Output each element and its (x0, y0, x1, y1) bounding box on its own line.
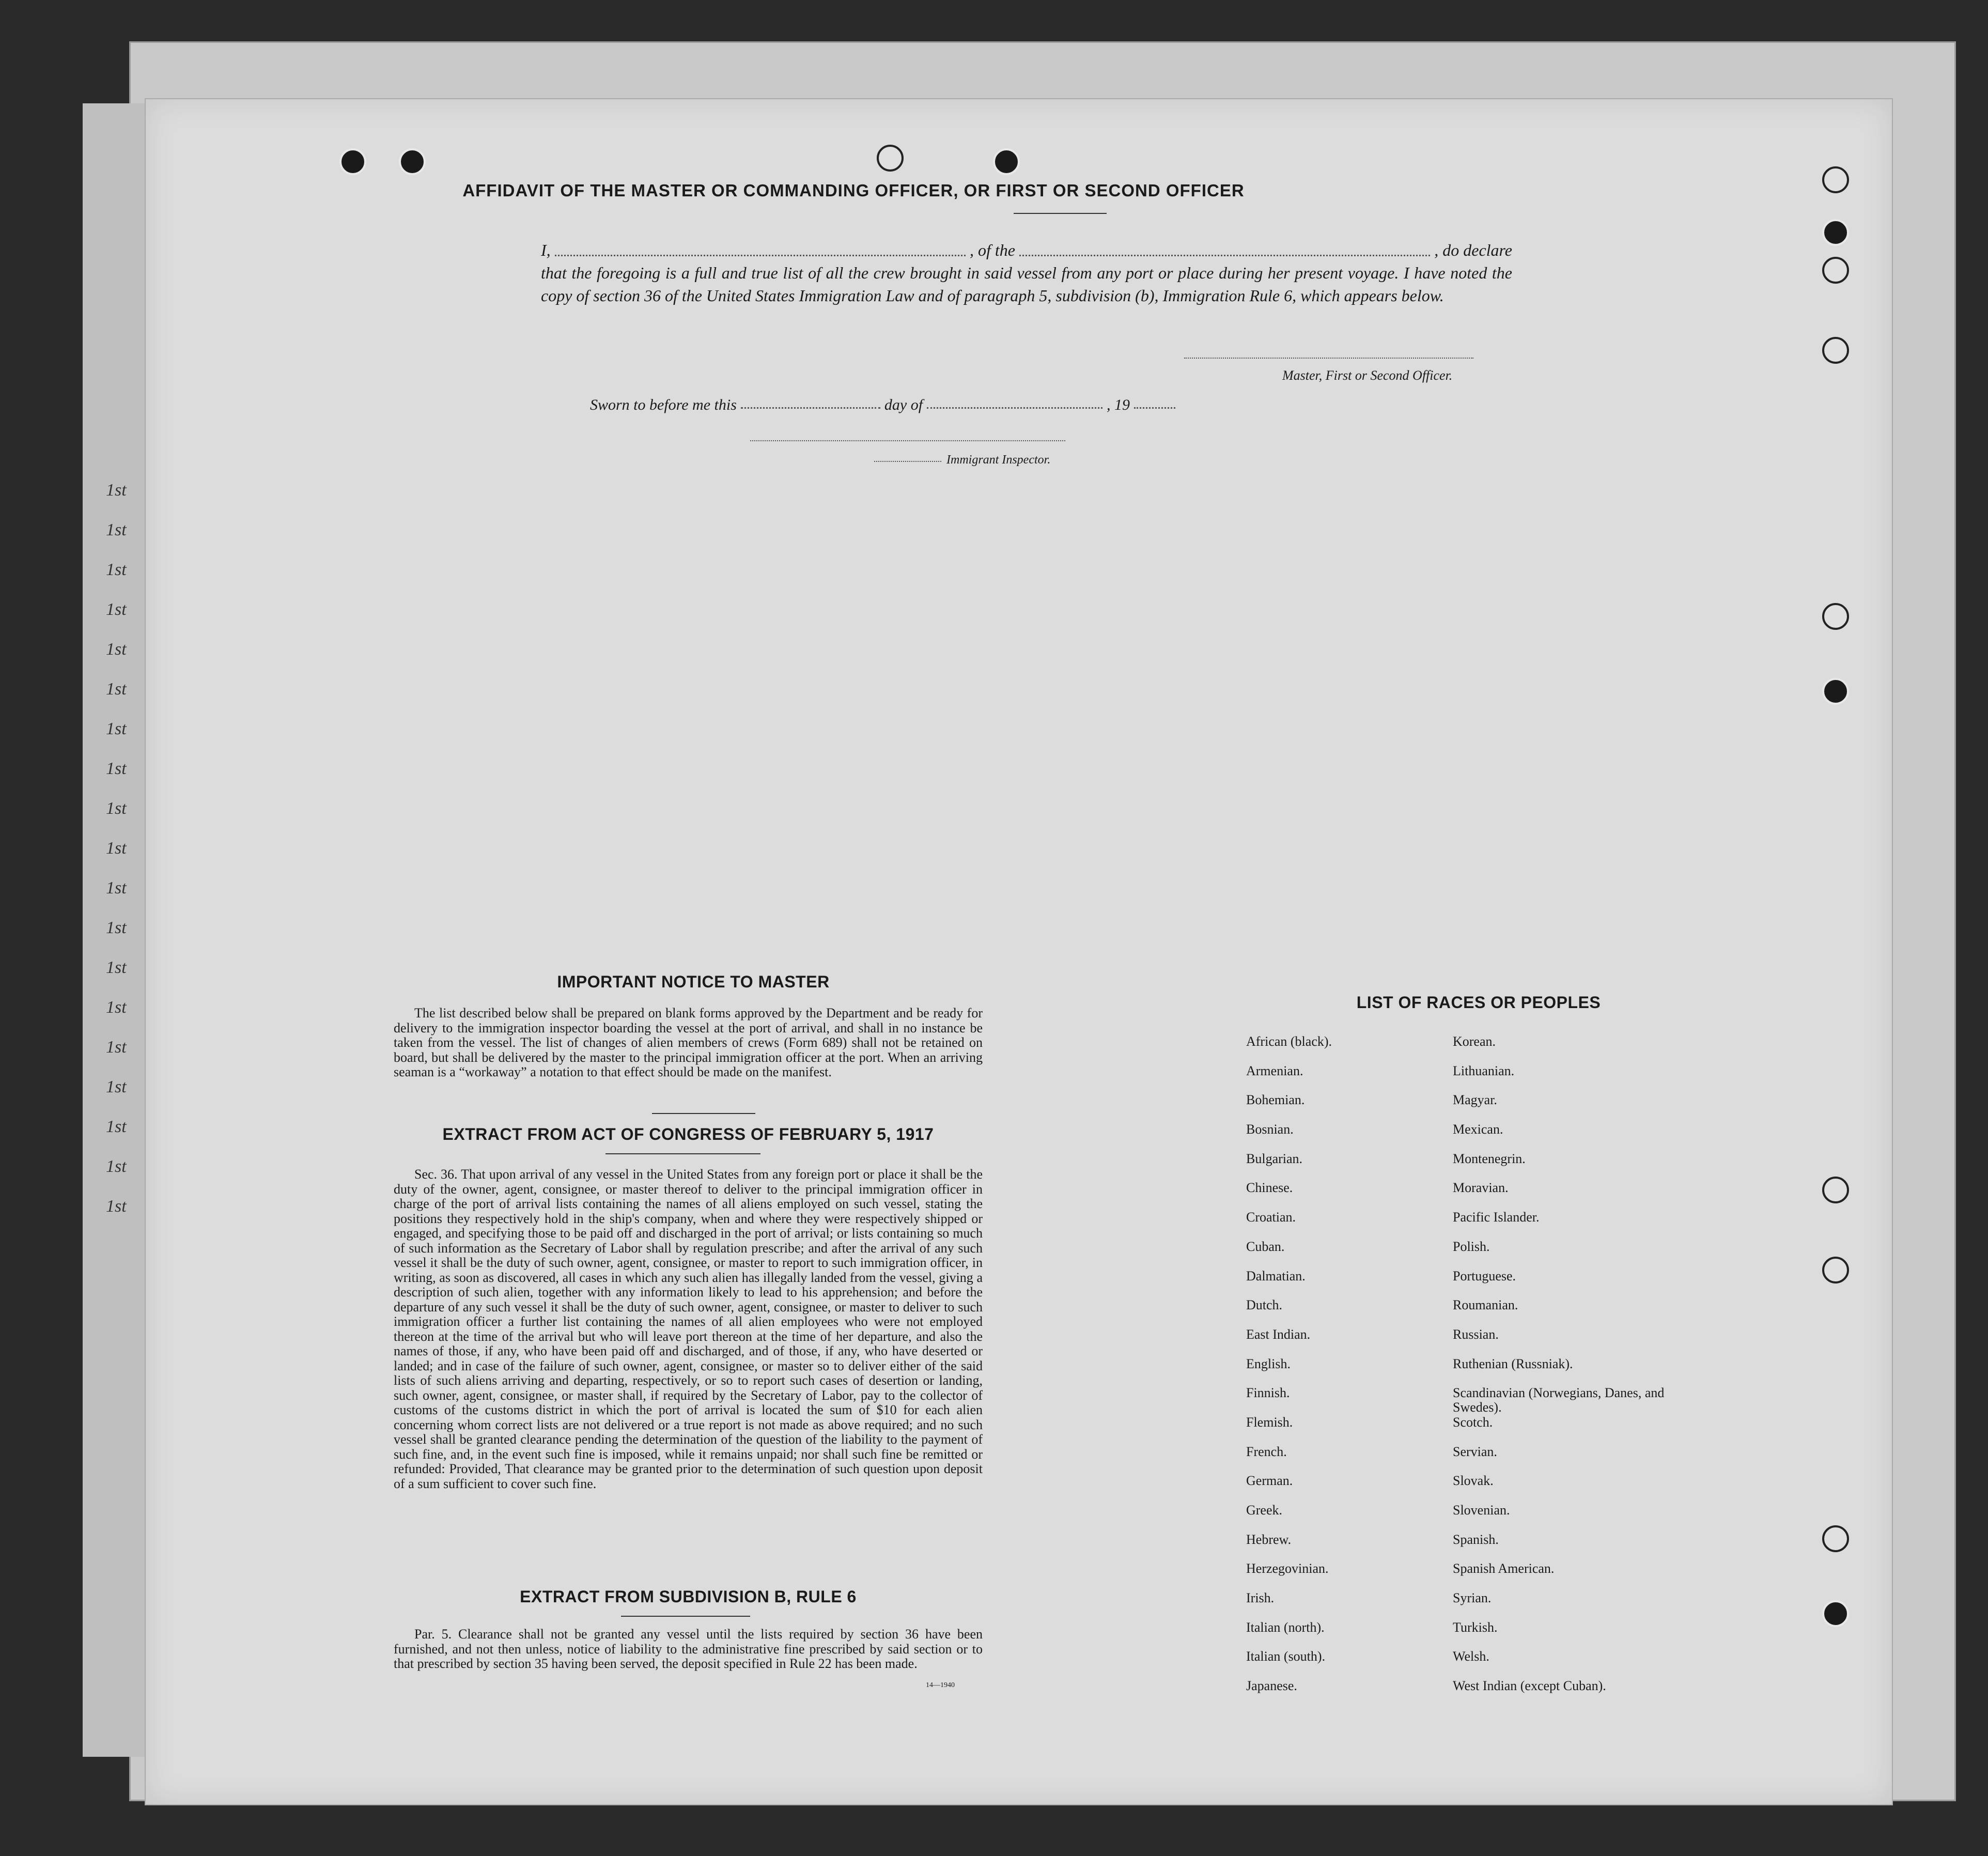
race-item: Croatian. (1246, 1210, 1296, 1225)
margin-mark: 1st (106, 759, 127, 778)
margin-mark: 1st (106, 1077, 127, 1096)
margin-mark: 1st (106, 878, 127, 898)
races-title: LIST OF RACES OR PEOPLES (1356, 993, 1601, 1012)
margin-mark: 1st (106, 640, 127, 659)
race-item: Portuguese. (1453, 1268, 1516, 1283)
vessel-blank (1019, 255, 1430, 256)
race-item: West Indian (except Cuban). (1453, 1678, 1606, 1694)
race-item: Chinese. (1246, 1180, 1293, 1196)
binder-hole (1822, 257, 1849, 284)
affidavit-of-the: , of the (969, 241, 1015, 259)
race-item: Ruthenian (Russniak). (1453, 1356, 1573, 1371)
margin-mark: 1st (106, 560, 127, 579)
month-blank (927, 407, 1102, 409)
race-item: Slovenian. (1453, 1503, 1510, 1518)
race-item: Flemish. (1246, 1414, 1293, 1430)
day-blank (741, 407, 880, 409)
rule-body: Par. 5. Clearance shall not be granted any vessel until the lists required by section 36 have been furnished, and not then unless, notice of liability to the administrative fine prescribed by said section or to that prescribed by section 35 having been served, the deposit specified in Rule 22 has been made. (394, 1627, 983, 1671)
race-item: Spanish. (1453, 1532, 1499, 1547)
day-of-text: day of (884, 396, 923, 413)
race-item: Italian (south). (1246, 1649, 1326, 1664)
act-title: EXTRACT FROM ACT OF CONGRESS OF FEBRUARY 5, 1917 (442, 1125, 934, 1143)
inspector-line-short (874, 461, 941, 462)
binder-hole (1822, 1177, 1849, 1203)
race-item: Herzegovinian. (1246, 1561, 1329, 1576)
rule-title: EXTRACT FROM SUBDIVISION B, RULE 6 (520, 1587, 857, 1606)
document-page (145, 98, 1893, 1805)
name-blank (555, 255, 966, 256)
race-item: Roumanian. (1453, 1297, 1518, 1313)
margin-mark: 1st (106, 520, 127, 539)
affidavit-title: AFFIDAVIT OF THE MASTER OR COMMANDING OFFICER, OR FIRST OR SECOND OFFICER (462, 181, 1245, 200)
race-item: Magyar. (1453, 1092, 1497, 1108)
race-item: Lithuanian. (1453, 1063, 1515, 1078)
race-item: Moravian. (1453, 1180, 1509, 1196)
binder-hole (1822, 1600, 1849, 1627)
binder-hole (399, 148, 426, 175)
race-item: Italian (north). (1246, 1619, 1325, 1635)
race-item: Korean. (1453, 1034, 1496, 1049)
margin-mark: 1st (106, 1157, 127, 1176)
binder-hole (1822, 603, 1849, 630)
margin-mark: 1st (106, 918, 127, 937)
form-number: 14—1940 (926, 1681, 955, 1689)
race-item: Polish. (1453, 1239, 1490, 1254)
race-item: Finnish. (1246, 1385, 1290, 1401)
margin-mark: 1st (106, 839, 127, 858)
race-item: Montenegrin. (1453, 1151, 1526, 1166)
margin-mark: 1st (106, 679, 127, 699)
race-item: Bohemian. (1246, 1092, 1305, 1108)
binder-hole (1822, 1257, 1849, 1283)
races-grid (1246, 1034, 1711, 1708)
race-item: Russian. (1453, 1326, 1499, 1342)
binder-hole (1822, 166, 1849, 193)
race-item: Armenian. (1246, 1063, 1303, 1078)
binder-hole (1822, 678, 1849, 705)
notice-rule (652, 1113, 755, 1114)
race-item: Mexican. (1453, 1122, 1503, 1137)
binder-hole (877, 145, 904, 172)
race-item: German. (1246, 1473, 1293, 1489)
act-body: Sec. 36. That upon arrival of any vessel in the United States from any foreign port or place it shall be the duty of the owner, agent, consignee, or master thereof to deliver to the principal immigration officer in charge of the port of arrival lists containing the names of all aliens employed on such vessel, stating the positions they respectively hold in the ship's company, when and where they were respectively shipped or engaged, and specifying those to be paid off and discharged in the port of arrival; or lists containing so much of such information as the Secretary of Labor shall by regulation prescribe; and after the arrival of any such vessel it shall be the duty of such owner, agent, consignee, or master to report to such immigration officer, in writing, as soon as discovered, all cases in which any such alien has illegally landed from the vessel, giving a description of such alien, together with any information likely to lead to his apprehension; and before the departure of any such vessel it shall be the duty of such owner, agent, consignee, or master to deliver to such immigration officer a further list containing the names of all alien employees who were not employed thereon at the time of the arrival but who will leave port thereon at the time of her departure, and also the names of those, if any, who have been paid off and discharged, and of those, if any, who have deserted or landed; and in case of the failure of such owner, agent, consignee, or master so to deliver either of the said lists of such aliens arriving and departing, respectively, or so to report such cases of desertion or landing, such owner, agent, consignee, or master shall, if required by the Secretary of Labor, pay to the collector of customs of the customs district in which the port of arrival is located the sum of $10 for each alien concerning whom correct lists are not delivered or a true report is not made as above required; and no such vessel shall be granted clearance pending the determination of the question of the liability to the payment of such fine, and, in the event such fine is imposed, while it remains unpaid; nor shall such fine be remitted or refunded: Provided, That clearance may be granted prior to the determination of such question upon deposit of a sum sufficient to cover such fine. (394, 1167, 983, 1491)
margin-mark: 1st (106, 719, 127, 738)
margin-mark: 1st (106, 998, 127, 1017)
margin-mark: 1st (106, 1117, 127, 1136)
race-item: Scandinavian (Norwegians, Danes, and Swedes). (1453, 1385, 1665, 1415)
rule-rule (621, 1616, 750, 1617)
race-item: Spanish American. (1453, 1561, 1555, 1576)
sworn-text: Sworn to before me this (590, 396, 737, 413)
margin-mark: 1st (106, 799, 127, 818)
binder-hole (339, 148, 366, 175)
race-item: Japanese. (1246, 1678, 1297, 1694)
race-item: Bulgarian. (1246, 1151, 1303, 1166)
margin-mark: 1st (106, 481, 127, 500)
affidavit-i: I, (541, 241, 551, 259)
affidavit-block (541, 239, 1512, 307)
act-rule (605, 1153, 760, 1154)
margin-mark: 1st (106, 1197, 127, 1216)
sworn-line (590, 396, 1179, 414)
race-item: Hebrew. (1246, 1532, 1292, 1547)
binder-hole (1822, 337, 1849, 364)
race-item: East Indian. (1246, 1326, 1311, 1342)
inspector-line (750, 440, 1065, 441)
year-prefix: , 19 (1107, 396, 1130, 413)
race-item: English. (1246, 1356, 1291, 1371)
affidavit-body: that the foregoing is a full and true list of all the crew brought in said vessel from any port or place during her present voyage. I have noted the copy of section 36 of the United States Immigration Law and of paragraph 5, subdivision (b), Immigration Rule 6, which appears below. (541, 264, 1512, 305)
race-item: Irish. (1246, 1590, 1275, 1606)
race-item: French. (1246, 1444, 1287, 1459)
race-item: Bosnian. (1246, 1122, 1294, 1137)
margin-mark: 1st (106, 1038, 127, 1057)
binder-hole (993, 148, 1020, 175)
year-blank (1134, 407, 1175, 409)
binder-hole (1822, 1525, 1849, 1552)
inspector-label: Immigrant Inspector. (946, 453, 1051, 467)
race-item: Dalmatian. (1246, 1268, 1306, 1283)
race-item: Dutch. (1246, 1297, 1283, 1313)
margin-mark: 1st (106, 958, 127, 977)
affidavit-declare: , do declare (1434, 241, 1512, 259)
race-item: African (black). (1246, 1034, 1332, 1049)
race-item: Welsh. (1453, 1649, 1489, 1664)
binder-hole (1822, 219, 1849, 246)
title-rule (1014, 213, 1107, 214)
signature-line (1184, 358, 1473, 359)
notice-title: IMPORTANT NOTICE TO MASTER (557, 972, 830, 991)
signature-label: Master, First or Second Officer. (1282, 368, 1453, 383)
race-item: Greek. (1246, 1503, 1283, 1518)
margin-mark: 1st (106, 600, 127, 619)
race-item: Servian. (1453, 1444, 1497, 1459)
race-item: Cuban. (1246, 1239, 1285, 1254)
affidavit-line1 (541, 239, 1512, 261)
race-item: Slovak. (1453, 1473, 1494, 1489)
race-item: Pacific Islander. (1453, 1210, 1540, 1225)
notice-body: The list described below shall be prepared on blank forms approved by the Department and be ready for delivery to the immigration inspector boarding the vessel at the port of arrival, and shall in no instance be taken from the vessel. The list of changes of alien members of crews (Form 689) shall not be retained on board, but shall be delivered by the master to the principal immigration officer at the port. When an arriving seaman is a “workaway” a notation to that effect should be made on the manifest. (394, 1006, 983, 1079)
race-item: Turkish. (1453, 1619, 1498, 1635)
race-item: Syrian. (1453, 1590, 1492, 1606)
race-item: Scotch. (1453, 1414, 1493, 1430)
